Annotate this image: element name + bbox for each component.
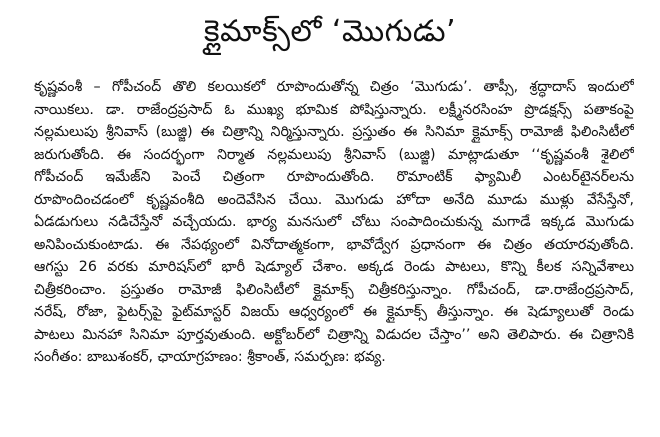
- article-line: నల్లమలుపు శ్రీనివాస్ (బుజ్జి) ఈ చిత్రాన్ని నిర్మిస్తున్నారు. ప్రస్తుతం ఈ సినిమా క్లైమాక్స్ రామోజీ ఫిలింసిటీలో: [34, 124, 634, 140]
- article-line: గోపీచంద్ ఇమేజ్‌ని పెంచే చిత్రంగా రూపొందుతోంది. రొమాంటిక్ ఫ్యామిలీ ఎంటర్‌టైనర్‌లను: [34, 169, 634, 185]
- article-line: ఆగస్టు 26 వరకు మారిషస్‌లో భారీ షెడ్యూల్ చేశాం. అక్కడ రెండు పాటలు, కొన్ని కీలక సన్నివేశాలు: [34, 259, 634, 275]
- article-line: అనిపించుకుంటాడు. ఈ నేపథ్యంలో వినోదాత్మకంగా, భావోద్వేగ ప్రధానంగా ఈ చిత్రం తయారవుతోంది.: [34, 236, 634, 253]
- article-line: జరుగుతోంది. ఈ సందర్భంగా నిర్మాత నల్లమలుపు శ్రీనివాస్ (బుజ్జి) మాట్లాడుతూ ‘‘కృష్ణవంశీ శైలిలో: [34, 146, 634, 163]
- article-line: నరేష్, రోజా, ఫైటర్స్‌పై ఫైట్‌మాస్టర్ విజయ్ ఆధ్వర్యంలో ఈ క్లైమాక్స్ తీస్తున్నాం. ఈ షెడ్యూలుతో రెండు: [34, 304, 634, 320]
- article-line: పాటలు మినహా సినిమా పూర్తవుతుంది. అక్టోబర్‌లో చిత్రాన్ని విడుదల చేస్తాం’’ అని తెలిపారు. ఈ చిత్రానికి: [34, 326, 634, 343]
- article-line: ఏడడుగులు నడిచేస్తేనో వచ్చేయదు. భార్య మనసులో చోటు సంపాదించుకున్న మగాడే ఇక్కడ మొగుడు: [34, 214, 634, 230]
- article-line: నాయికలు. డా. రాజేంద్రప్రసాద్ ఓ ముఖ్య భూమిక పోషిస్తున్నారు. లక్ష్మీనరసింహ ప్రొడక్షన్స్ పతాకంపై: [34, 101, 634, 118]
- article-line: సంగీతం: బాబుశంకర్, ఛాయాగ్రహణం: శ్రీకాంత్, సమర్పణ: భవ్య.: [34, 349, 386, 365]
- article-line: రూపొందించడంలో కృష్ణవంశీది అందెవేసిన చేయి. మొగుడు హోదా అనేది మూడు ముళ్లు వేసేస్తేనో,: [34, 191, 634, 208]
- article-line: కృష్ణవంశీ – గోపీచంద్ తొలి కలయికలో రూపొందుతోన్న చిత్రం ‘మొగుడు’. తాప్సీ, శ్రద్ధాదాస్ ఇందులో: [34, 79, 634, 95]
- article-line: చిత్రీకరించాం. ప్రస్తుతం రామోజీ ఫిలింసిటీలో క్లైమాక్స్ చిత్రీకరిస్తున్నాం. గోపీచంద్, డా.రాజేంద్రప్రసాద్,: [34, 281, 634, 298]
- article-body: [34, 76, 634, 369]
- article-headline: క్లైమాక్స్‌లో ‘మొగుడు’: [203, 14, 457, 49]
